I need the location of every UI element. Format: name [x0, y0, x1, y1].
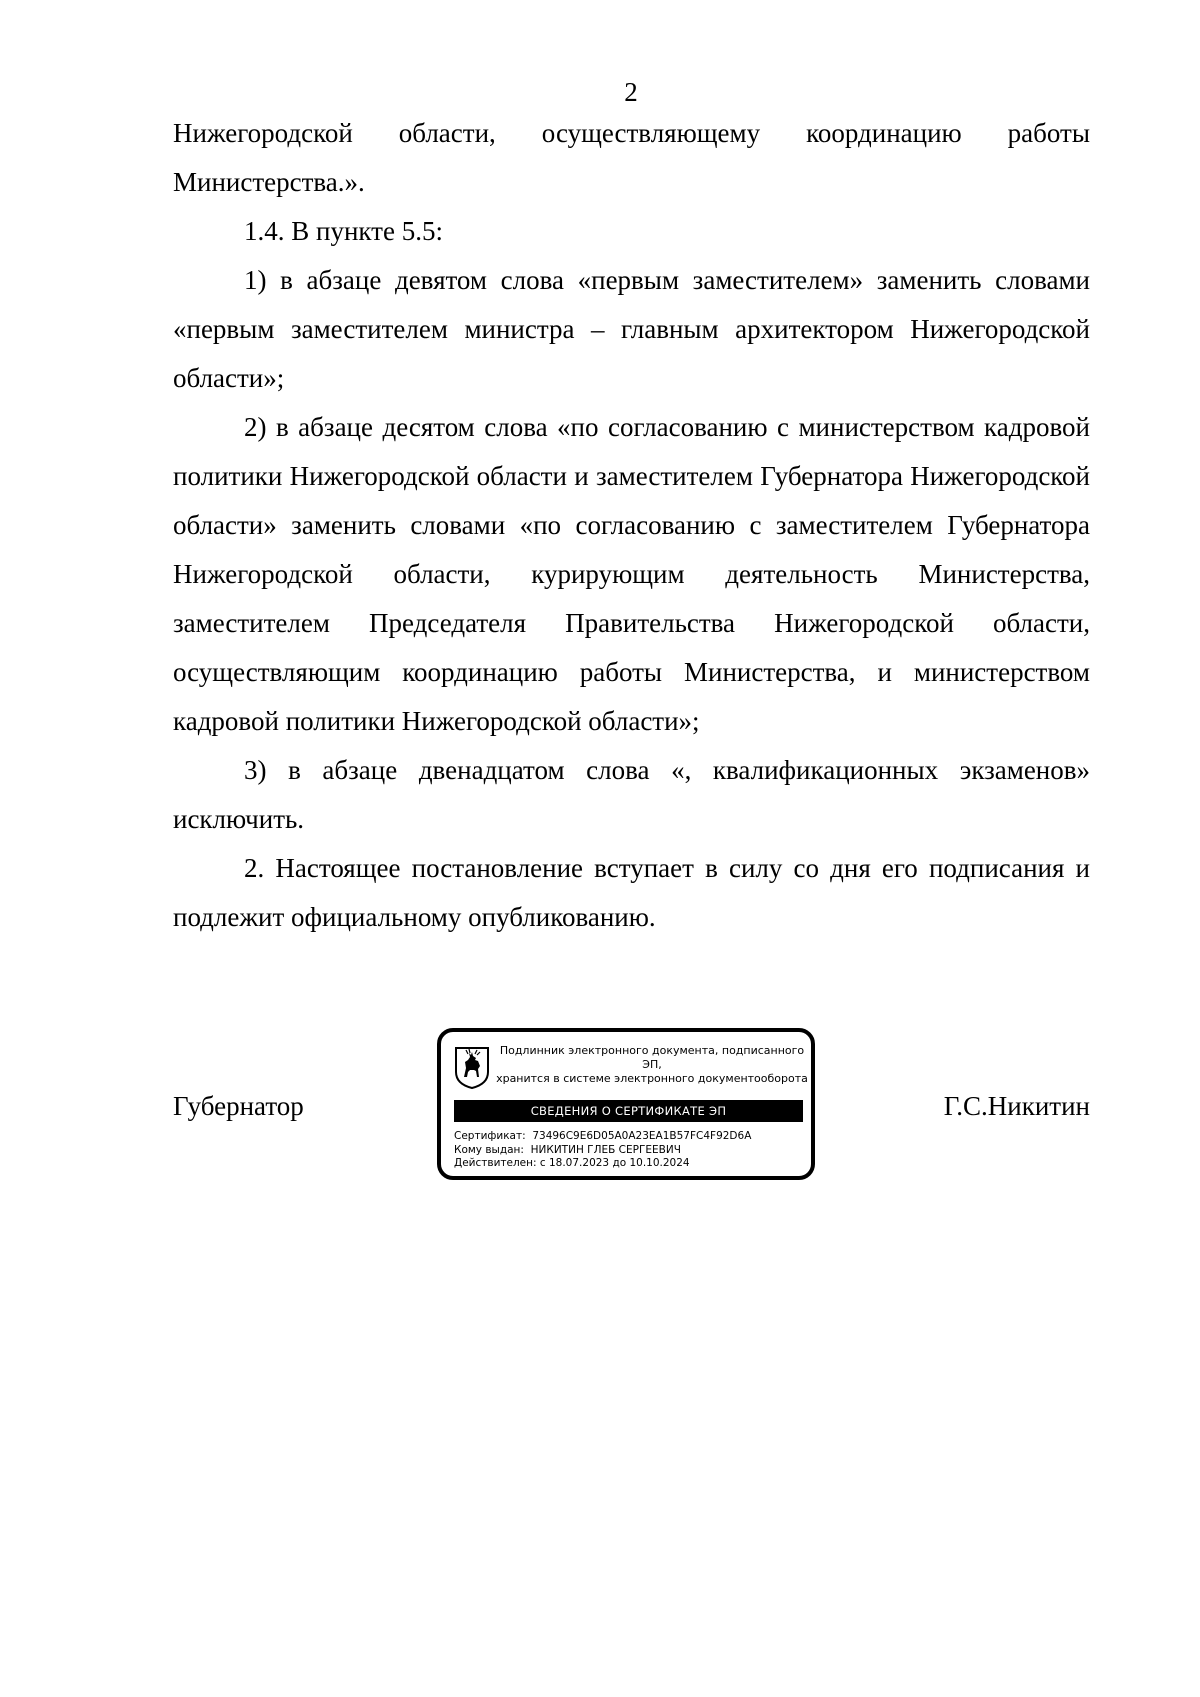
issued-to-value: НИКИТИН ГЛЕБ СЕРГЕЕВИЧ — [530, 1143, 681, 1156]
validity-line: Действителен: с 18.07.2023 до 10.10.2024 — [454, 1157, 690, 1169]
signatory-title: Губернатор — [173, 1091, 304, 1121]
paragraph: 2. Настоящее постановление вступает в силу со дня его подписания и подлежит официальному опубликованию. — [173, 853, 1090, 932]
coat-of-arms-icon — [454, 1046, 490, 1090]
stamp-title-bar: СВЕДЕНИЯ О СЕРТИФИКАТЕ ЭП — [454, 1100, 803, 1122]
paragraph: 1.4. В пункте 5.5: — [244, 216, 443, 246]
paragraph: 3) в абзаце двенадцатом слова «, квалификационных экзаменов» исключить. — [173, 755, 1090, 834]
electronic-signature-stamp — [437, 1028, 815, 1180]
page-number: 2 — [624, 77, 638, 107]
paragraph: Нижегородской области, осуществляющему координацию работы Министерства.». — [173, 118, 1090, 197]
issued-to-line — [454, 1144, 809, 1158]
certificate-value: 73496C9E6D05A0A23EA1B57FC4F92D6A — [532, 1130, 752, 1142]
signature-block — [173, 1028, 1090, 1188]
signatory-name: Г.С.Никитин — [943, 1091, 1090, 1121]
paragraph: 2) в абзаце десятом слова «по согласованию с министерством кадровой политики Нижегородской области и заместителем Губернатора Нижегородской области» заменить словами «по согласованию с заместителем Губернатора Нижегородской области, курирующим деятельность Министерства, заместителем Председателя Правительства Нижегородской области, осуществляющим координацию работы Министерства, и министерством кадровой политики Нижегородской области»; — [173, 412, 1090, 736]
stamp-header-line: хранится в системе электронного документооборота — [496, 1072, 808, 1085]
stamp-header-line: Подлинник электронного документа, подписанного ЭП, — [499, 1044, 805, 1071]
document-body — [173, 109, 1090, 942]
stamp-details — [454, 1130, 809, 1171]
stamp-header — [493, 1044, 811, 1086]
certificate-line — [454, 1130, 809, 1144]
certificate-label: Сертификат: — [454, 1130, 526, 1142]
paragraph: 1) в абзаце девятом слова «первым заместителем» заменить словами «первым заместителем министра – главным архитектором Нижегородской области»; — [173, 265, 1090, 393]
issued-to-label: Кому выдан: — [454, 1143, 524, 1156]
